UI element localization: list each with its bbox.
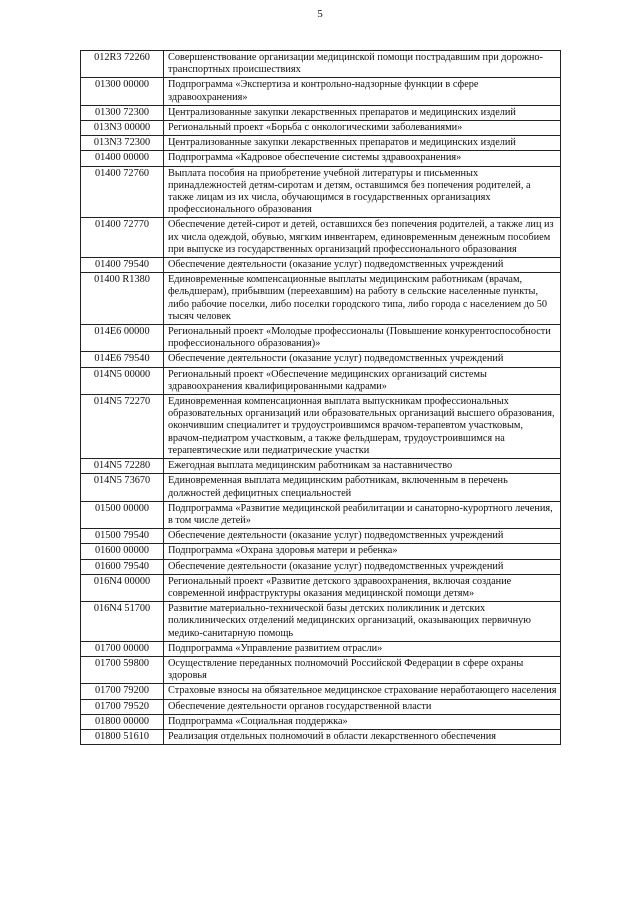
- table-row: [81, 218, 561, 258]
- classification-code: 014N5 72270: [81, 395, 164, 459]
- table-row: [81, 474, 561, 501]
- table-row: [81, 656, 561, 683]
- classification-code: 01300 00000: [81, 78, 164, 105]
- classification-code: 014N5 00000: [81, 367, 164, 394]
- classification-code: 014N5 73670: [81, 474, 164, 501]
- table-row: [81, 641, 561, 656]
- expense-description: Единовременная компенсационная выплата выпускникам профессиональных образовательных организаций или образовательных организаций высшего образования, окончившим специалитет и трудоустроившимся врачом-терапевтом участковым, врачом-педиатром участковым, а также фельдшерам, трудоустроившимся на терапевтические или педиатрические участки: [164, 395, 561, 459]
- classification-code: 01500 00000: [81, 501, 164, 528]
- table-row: [81, 459, 561, 474]
- classification-code: 01500 79540: [81, 529, 164, 544]
- expense-description: Подпрограмма «Социальная поддержка»: [164, 714, 561, 729]
- expense-description: Централизованные закупки лекарственных препаратов и медицинских изделий: [164, 105, 561, 120]
- classification-code: 01400 00000: [81, 151, 164, 166]
- table-row: [81, 258, 561, 273]
- classification-code: 013N3 72300: [81, 136, 164, 151]
- expense-description: Региональный проект «Обеспечение медицинских организаций системы здравоохранения квалифицированными кадрами»: [164, 367, 561, 394]
- table-body: [81, 51, 561, 745]
- budget-classification-table: [80, 50, 561, 745]
- classification-code: 013N3 00000: [81, 121, 164, 136]
- expense-description: Обеспечение деятельности (оказание услуг) подведомственных учреждений: [164, 352, 561, 367]
- table-row: [81, 544, 561, 559]
- table-row: [81, 559, 561, 574]
- classification-code: 01700 59800: [81, 656, 164, 683]
- classification-code: 01300 72300: [81, 105, 164, 120]
- classification-code: 01700 00000: [81, 641, 164, 656]
- table-row: [81, 51, 561, 78]
- page-number: 5: [317, 8, 323, 20]
- table-row: [81, 151, 561, 166]
- expense-description: Выплата пособия на приобретение учебной литературы и письменных принадлежностей детям-сиротам и детям, оставшимся без попечения родителей, а также лицам из их числа, обучающимся в государственных организациях профессионального образования: [164, 166, 561, 218]
- table-row: [81, 78, 561, 105]
- expense-description: Страховые взносы на обязательное медицинское страхование неработающего населения: [164, 684, 561, 699]
- table-row: [81, 136, 561, 151]
- expense-description: Подпрограмма «Кадровое обеспечение системы здравоохранения»: [164, 151, 561, 166]
- classification-code: 01600 79540: [81, 559, 164, 574]
- classification-code: 01700 79520: [81, 699, 164, 714]
- expense-description: Региональный проект «Борьба с онкологическими заболеваниями»: [164, 121, 561, 136]
- table-row: [81, 684, 561, 699]
- classification-code: 01800 51610: [81, 729, 164, 744]
- expense-description: Обеспечение деятельности органов государственной власти: [164, 699, 561, 714]
- expense-description: Единовременные компенсационные выплаты медицинским работникам (врачам, фельдшерам), прибывшим (переехавшим) на работу в сельские населенные пункты, либо рабочие поселки, либо поселки городского типа, либо города с населением до 50 тысяч человек: [164, 273, 561, 325]
- classification-code: 01600 00000: [81, 544, 164, 559]
- table-row: [81, 529, 561, 544]
- classification-code: 016N4 51700: [81, 602, 164, 642]
- expense-description: Подпрограмма «Экспертиза и контрольно-надзорные функции в сфере здравоохранения»: [164, 78, 561, 105]
- expense-description: Обеспечение деятельности (оказание услуг) подведомственных учреждений: [164, 258, 561, 273]
- expense-description: Ежегодная выплата медицинским работникам за наставничество: [164, 459, 561, 474]
- expense-description: Подпрограмма «Управление развитием отрасли»: [164, 641, 561, 656]
- table-row: [81, 105, 561, 120]
- table-row: [81, 395, 561, 459]
- expense-description: Обеспечение детей-сирот и детей, оставшихся без попечения родителей, а также лиц из их числа одеждой, обувью, мягким инвентарем, единовременным денежным пособием при выпуске из государственных организаций профессионального образования: [164, 218, 561, 258]
- table-row: [81, 501, 561, 528]
- expense-description: Подпрограмма «Охрана здоровья матери и ребенка»: [164, 544, 561, 559]
- classification-code: 014E6 00000: [81, 325, 164, 352]
- classification-code: 01400 72760: [81, 166, 164, 218]
- expense-description: Совершенствование организации медицинской помощи пострадавшим при дорожно-транспортных происшествиях: [164, 51, 561, 78]
- table-row: [81, 325, 561, 352]
- table-row: [81, 714, 561, 729]
- classification-code: 01400 72770: [81, 218, 164, 258]
- classification-code: 01400 R1380: [81, 273, 164, 325]
- expense-description: Централизованные закупки лекарственных препаратов и медицинских изделий: [164, 136, 561, 151]
- classification-code: 014N5 72280: [81, 459, 164, 474]
- expense-description: Обеспечение деятельности (оказание услуг) подведомственных учреждений: [164, 529, 561, 544]
- table-row: [81, 273, 561, 325]
- table-row: [81, 602, 561, 642]
- expense-description: Реализация отдельных полномочий в области лекарственного обеспечения: [164, 729, 561, 744]
- classification-code: 012R3 72260: [81, 51, 164, 78]
- table-row: [81, 729, 561, 744]
- table-row: [81, 352, 561, 367]
- expense-description: Обеспечение деятельности (оказание услуг) подведомственных учреждений: [164, 559, 561, 574]
- table-row: [81, 574, 561, 601]
- table-row: [81, 699, 561, 714]
- classification-code: 01800 00000: [81, 714, 164, 729]
- classification-code: 014E6 79540: [81, 352, 164, 367]
- expense-description: Региональный проект «Развитие детского здравоохранения, включая создание современной инфраструктуры оказания медицинской помощи детям»: [164, 574, 561, 601]
- expense-description: Развитие материально-технической базы детских поликлиник и детских поликлинических отделений медицинских организаций, оказывающих первичную медико-санитарную помощь: [164, 602, 561, 642]
- classification-code: 016N4 00000: [81, 574, 164, 601]
- expense-description: Подпрограмма «Развитие медицинской реабилитации и санаторно-курортного лечения, в том числе детей»: [164, 501, 561, 528]
- classification-code: 01700 79200: [81, 684, 164, 699]
- table-row: [81, 367, 561, 394]
- expense-description: Осуществление переданных полномочий Российской Федерации в сфере охраны здоровья: [164, 656, 561, 683]
- table-row: [81, 121, 561, 136]
- classification-code: 01400 79540: [81, 258, 164, 273]
- expense-description: Региональный проект «Молодые профессионалы (Повышение конкурентоспособности профессионального образования)»: [164, 325, 561, 352]
- expense-description: Единовременная выплата медицинским работникам, включенным в перечень должностей дефицитных специальностей: [164, 474, 561, 501]
- table-row: [81, 166, 561, 218]
